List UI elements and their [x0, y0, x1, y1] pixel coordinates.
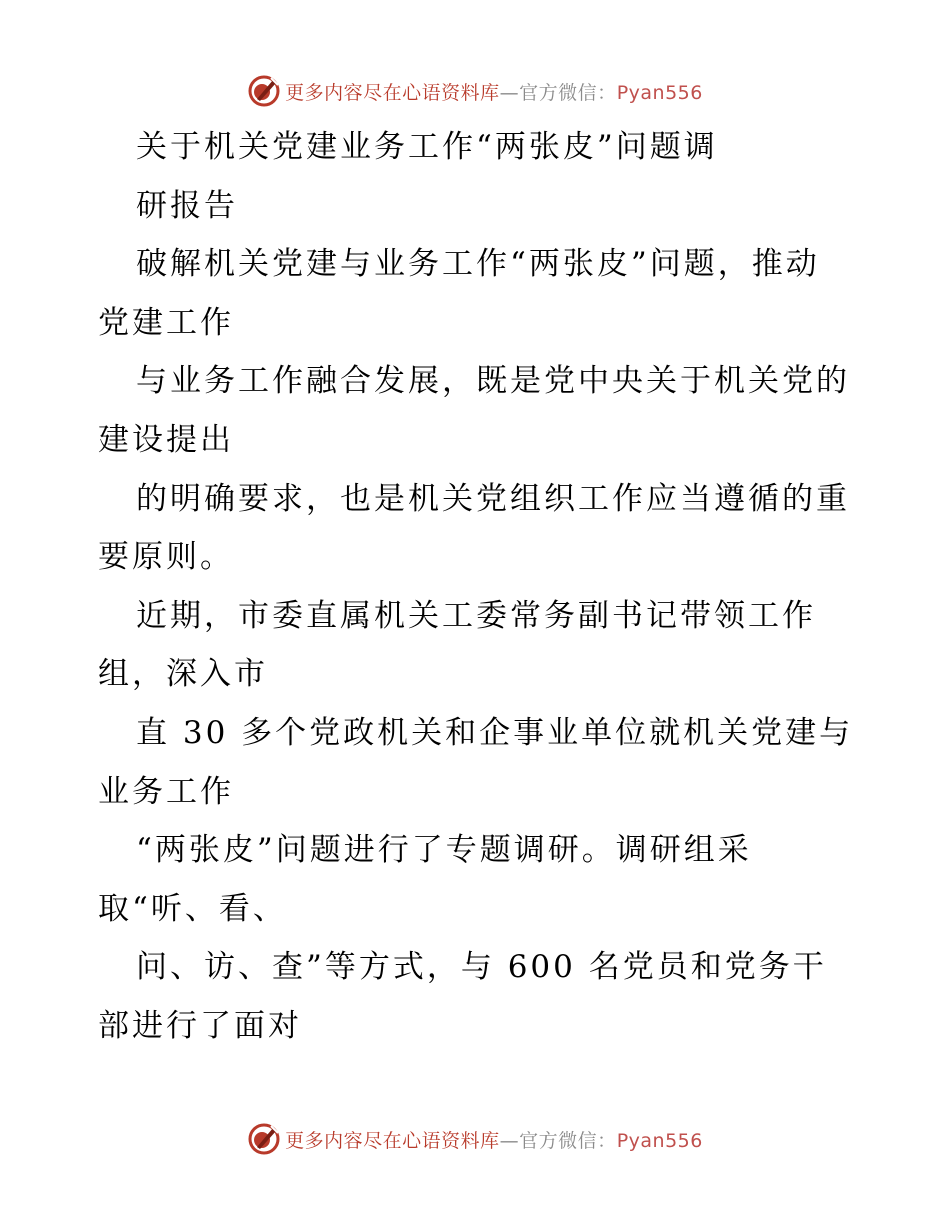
watermark-site-text: 更多内容尽在心语资料库 [285, 81, 500, 104]
body-line: 建设提出 [98, 421, 234, 458]
title-line-2: 研报告 [136, 187, 238, 224]
title-line-1: 关于机关党建业务工作“两张皮”问题调 [136, 129, 718, 165]
watermark-account: Pyan556 [616, 81, 703, 104]
body-line: 党建工作 [98, 304, 234, 341]
watermark-text [285, 1126, 703, 1153]
body-line: 业务工作 [98, 773, 234, 810]
body-line: 直 30 多个党政机关和企事业单位就机关党建与 [136, 714, 854, 751]
body-line: 的明确要求，也是机关党组织工作应当遵循的重 [136, 480, 850, 517]
watermark-separator: — [499, 1129, 520, 1152]
watermark-wechat-label: 官方微信： [519, 1129, 617, 1152]
watermark-site-text: 更多内容尽在心语资料库 [285, 1129, 500, 1152]
document-body [98, 118, 858, 1056]
watermark-text [285, 78, 703, 105]
body-line: “两张皮”问题进行了专题调研。调研组采 [136, 832, 752, 869]
watermark-account: Pyan556 [616, 1129, 703, 1152]
body-line: 要原则。 [98, 539, 234, 576]
header-watermark [0, 71, 950, 111]
watermark-separator: — [499, 81, 520, 104]
quill-pen-logo-icon [247, 1122, 281, 1156]
body-line: 问、访、查”等方式，与 600 名党员和党务干 [136, 949, 827, 986]
body-line: 取“听、看、 [98, 890, 287, 927]
body-line: 与业务工作融合发展，既是党中央关于机关党的 [136, 363, 850, 400]
footer-watermark [0, 1119, 950, 1159]
body-line: 部进行了面对 [98, 1007, 302, 1044]
watermark-wechat-label: 官方微信： [519, 81, 617, 104]
body-line: 近期，市委直属机关工委常务副书记带领工作 [136, 597, 816, 634]
quill-pen-logo-icon [247, 74, 281, 108]
body-line: 组，深入市 [98, 656, 268, 693]
body-line: 破解机关党建与业务工作“两张皮”问题，推动 [136, 246, 820, 283]
